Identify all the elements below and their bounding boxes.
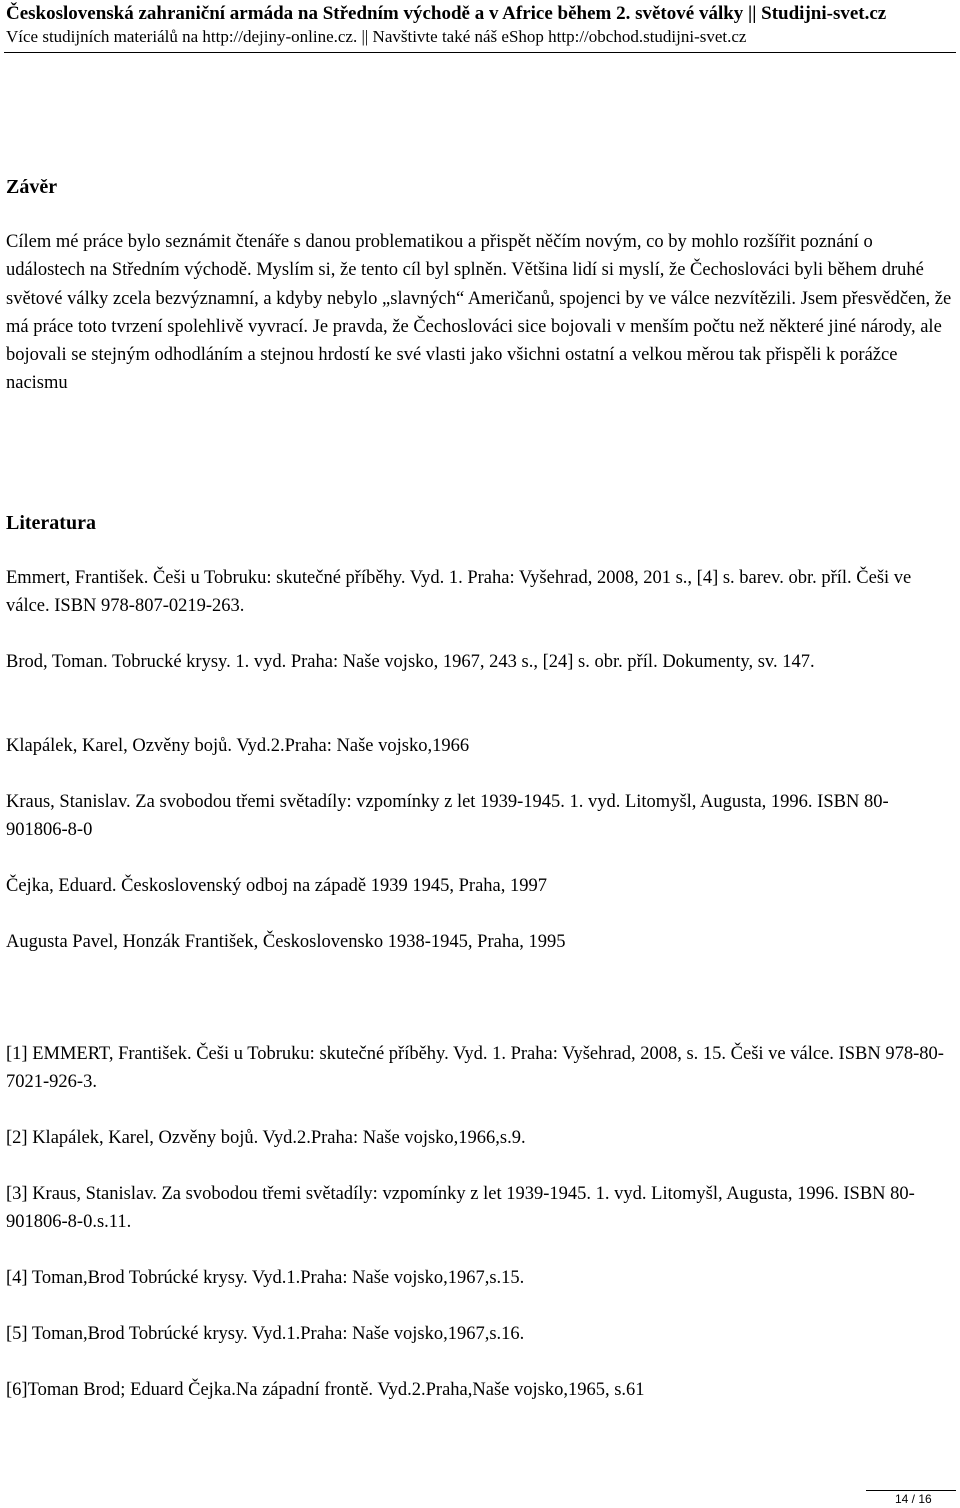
- footnote: [6]Toman Brod; Eduard Čejka.Na západní frontě. Vyd.2.Praha,Naše vojsko,1965, s.61: [6, 1380, 645, 1400]
- footnote: [1] EMMERT, František. Češi u Tobruku: skutečné příběhy. Vyd. 1. Praha: Vyšehrad, 2008, s. 15. Češi ve válce. ISBN 978-80-7021-926-3.: [6, 1044, 944, 1093]
- footer-divider: [866, 1490, 956, 1491]
- literature-item: Čejka, Eduard. Československý odboj na západě 1939 1945, Praha, 1997: [6, 876, 548, 896]
- literature-item: Brod, Toman. Tobrucké krysy. 1. vyd. Praha: Naše vojsko, 1967, 243 s., [24] s. obr. příl. Dokumenty, sv. 147.: [6, 652, 815, 672]
- header-subtitle: Více studijních materiálů na http://dejiny-online.cz. || Navštivte také náš eShop http://obchod.studijni-svet.cz: [6, 27, 747, 46]
- page-header: [6, 2, 958, 48]
- conclusion-paragraph: Cílem mé práce bylo seznámit čtenáře s danou problematikou a přispět něčím novým, co by mohlo rozšířit poznání o událostech na Středním východě. Myslím si, že tento cíl byl splněn. Většina lidí si myslí, že Čechoslováci byli během druhé světové války zcela bezvýznamní, a kdyby nebylo „slavných“ Američanů, spojenci by ve válce nezvítězili. Jsem přesvědčen, že má práce toto tvrzení spolehlivě vyvrací. Je pravda, že Čechoslováci sice bojovali v menším počtu než některé jiné národy, ale bojovali se stejným odhodláním a stejnou hrdostí ke své vlasti jako všichni ostatní a velkou měrou tak přispěli k porážce nacismu: [6, 232, 952, 394]
- footnote: [4] Toman,Brod Tobrúcké krysy. Vyd.1.Praha: Naše vojsko,1967,s.15.: [6, 1268, 525, 1288]
- literature-heading: Literatura: [6, 512, 96, 534]
- header-divider: [4, 52, 956, 53]
- header-title: Československá zahraniční armáda na Středním východě a v Africe během 2. světové války || Studijni-svet.cz: [6, 3, 887, 24]
- footnote: [2] Klapálek, Karel, Ozvěny bojů. Vyd.2.Praha: Naše vojsko,1966,s.9.: [6, 1128, 526, 1148]
- conclusion-heading: Závěr: [6, 176, 58, 198]
- literature-item: Augusta Pavel, Honzák František, Československo 1938-1945, Praha, 1995: [6, 932, 566, 952]
- literature-item: Emmert, František. Češi u Tobruku: skutečné příběhy. Vyd. 1. Praha: Vyšehrad, 2008, 201 s., [4] s. barev. obr. příl. Češi ve válce. ISBN 978-807-0219-263.: [6, 568, 912, 617]
- literature-item: Klapálek, Karel, Ozvěny bojů. Vyd.2.Praha: Naše vojsko,1966: [6, 736, 470, 756]
- page-number: 14 / 16: [895, 1492, 932, 1506]
- footnote: [3] Kraus, Stanislav. Za svobodou třemi světadíly: vzpomínky z let 1939-1945. 1. vyd. Litomyšl, Augusta, 1996. ISBN 80-901806-8-0.s.11.: [6, 1184, 915, 1233]
- footnote: [5] Toman,Brod Tobrúcké krysy. Vyd.1.Praha: Naše vojsko,1967,s.16.: [6, 1324, 525, 1344]
- literature-item: Kraus, Stanislav. Za svobodou třemi světadíly: vzpomínky z let 1939-1945. 1. vyd. Litomyšl, Augusta, 1996. ISBN 80-901806-8-0: [6, 792, 889, 841]
